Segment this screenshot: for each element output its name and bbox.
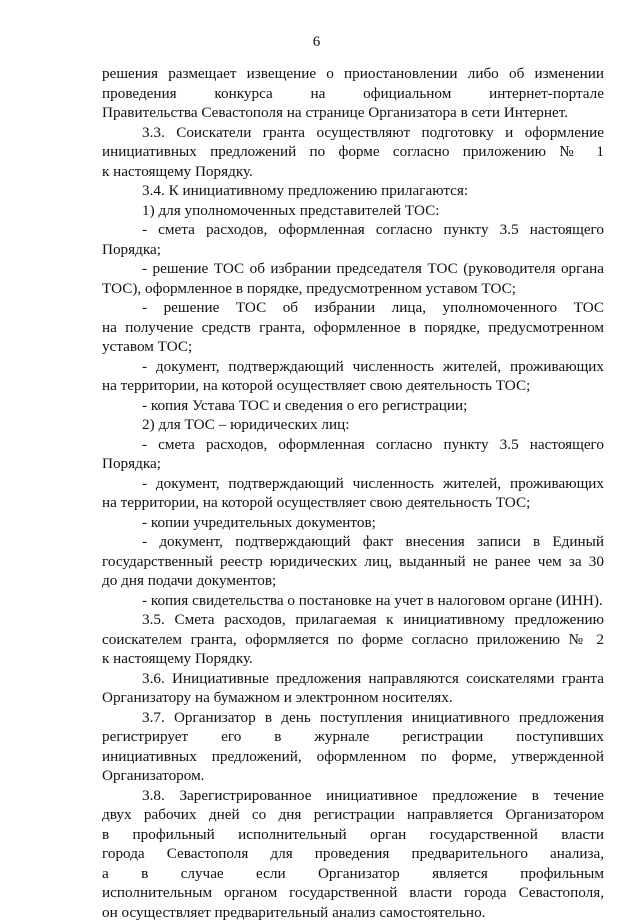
text-line: Организатору на бумажном и электронном носителях. <box>102 688 604 708</box>
text-line: на территории, на которой осуществляет свою деятельность ТОС; <box>102 493 604 513</box>
text-line: соискателем гранта, оформляется по форме согласно приложению № 2 <box>102 630 604 650</box>
text-line: исполнительным органом государственной власти города Севастополя, <box>102 883 604 903</box>
text-line: Порядка; <box>102 454 604 474</box>
text-line: города Севастополя для проведения предварительного анализа, <box>102 844 604 864</box>
text-line: Порядка; <box>102 240 604 260</box>
text-line: - решение ТОС об избрании председателя ТОС (руководителя органа <box>102 259 604 279</box>
text-line: на получение средств гранта, оформленное в порядке, предусмотренном <box>102 318 604 338</box>
text-line: 2) для ТОС – юридических лиц: <box>102 415 604 435</box>
text-line: инициативных предложений, оформленном по форме, утвержденной <box>102 747 604 767</box>
text-line: Организатором. <box>102 766 604 786</box>
text-line: - копии учредительных документов; <box>102 513 604 533</box>
text-line: до дня подачи документов; <box>102 571 604 591</box>
text-line: 3.3. Соискатели гранта осуществляют подготовку и оформление <box>102 123 604 143</box>
text-line: - копия Устава ТОС и сведения о его регистрации; <box>102 396 604 416</box>
text-line: - смета расходов, оформленная согласно пункту 3.5 настоящего <box>102 220 604 240</box>
page-number: 6 <box>0 33 633 51</box>
text-line: регистрирует его в журнале регистрации поступивших <box>102 727 604 747</box>
text-line: ТОС), оформленное в порядке, предусмотренном уставом ТОС; <box>102 279 604 299</box>
text-line: - документ, подтверждающий численность жителей, проживающих <box>102 357 604 377</box>
text-line: к настоящему Порядку. <box>102 162 604 182</box>
text-line: - документ, подтверждающий факт внесения записи в Единый <box>102 532 604 552</box>
text-line: 3.4. К инициативному предложению прилагаются: <box>102 181 604 201</box>
text-line: государственный реестр юридических лиц, выданный не ранее чем за 30 <box>102 552 604 572</box>
text-line: 3.8. Зарегистрированное инициативное предложение в течение <box>102 786 604 806</box>
text-line: проведения конкурса на официальном интернет-портале <box>102 84 604 104</box>
text-line: 3.5. Смета расходов, прилагаемая к инициативному предложению <box>102 610 604 630</box>
text-line: - копия свидетельства о постановке на учет в налоговом органе (ИНН). <box>102 591 604 611</box>
text-line: 3.6. Инициативные предложения направляются соискателями гранта <box>102 669 604 689</box>
text-line: двух рабочих дней со дня регистрации направляется Организатором <box>102 805 604 825</box>
text-line: к настоящему Порядку. <box>102 649 604 669</box>
text-line: - решение ТОС об избрании лица, уполномоченного ТОС <box>102 298 604 318</box>
text-line: в профильный исполнительный орган государственной власти <box>102 825 604 845</box>
text-line: уставом ТОС; <box>102 337 604 357</box>
text-line: инициативных предложений по форме согласно приложению № 1 <box>102 142 604 162</box>
text-line: Правительства Севастополя на странице Организатора в сети Интернет. <box>102 103 604 123</box>
document-body <box>102 64 604 922</box>
text-line: - смета расходов, оформленная согласно пункту 3.5 настоящего <box>102 435 604 455</box>
text-line: он осуществляет предварительный анализ самостоятельно. <box>102 903 604 922</box>
text-line: 3.7. Организатор в день поступления инициативного предложения <box>102 708 604 728</box>
text-line: на территории, на которой осуществляет свою деятельность ТОС; <box>102 376 604 396</box>
text-line: решения размещает извещение о приостановлении либо об изменении <box>102 64 604 84</box>
text-line: - документ, подтверждающий численность жителей, проживающих <box>102 474 604 494</box>
text-line: а в случае если Организатор является профильным <box>102 864 604 884</box>
text-line: 1) для уполномоченных представителей ТОС: <box>102 201 604 221</box>
